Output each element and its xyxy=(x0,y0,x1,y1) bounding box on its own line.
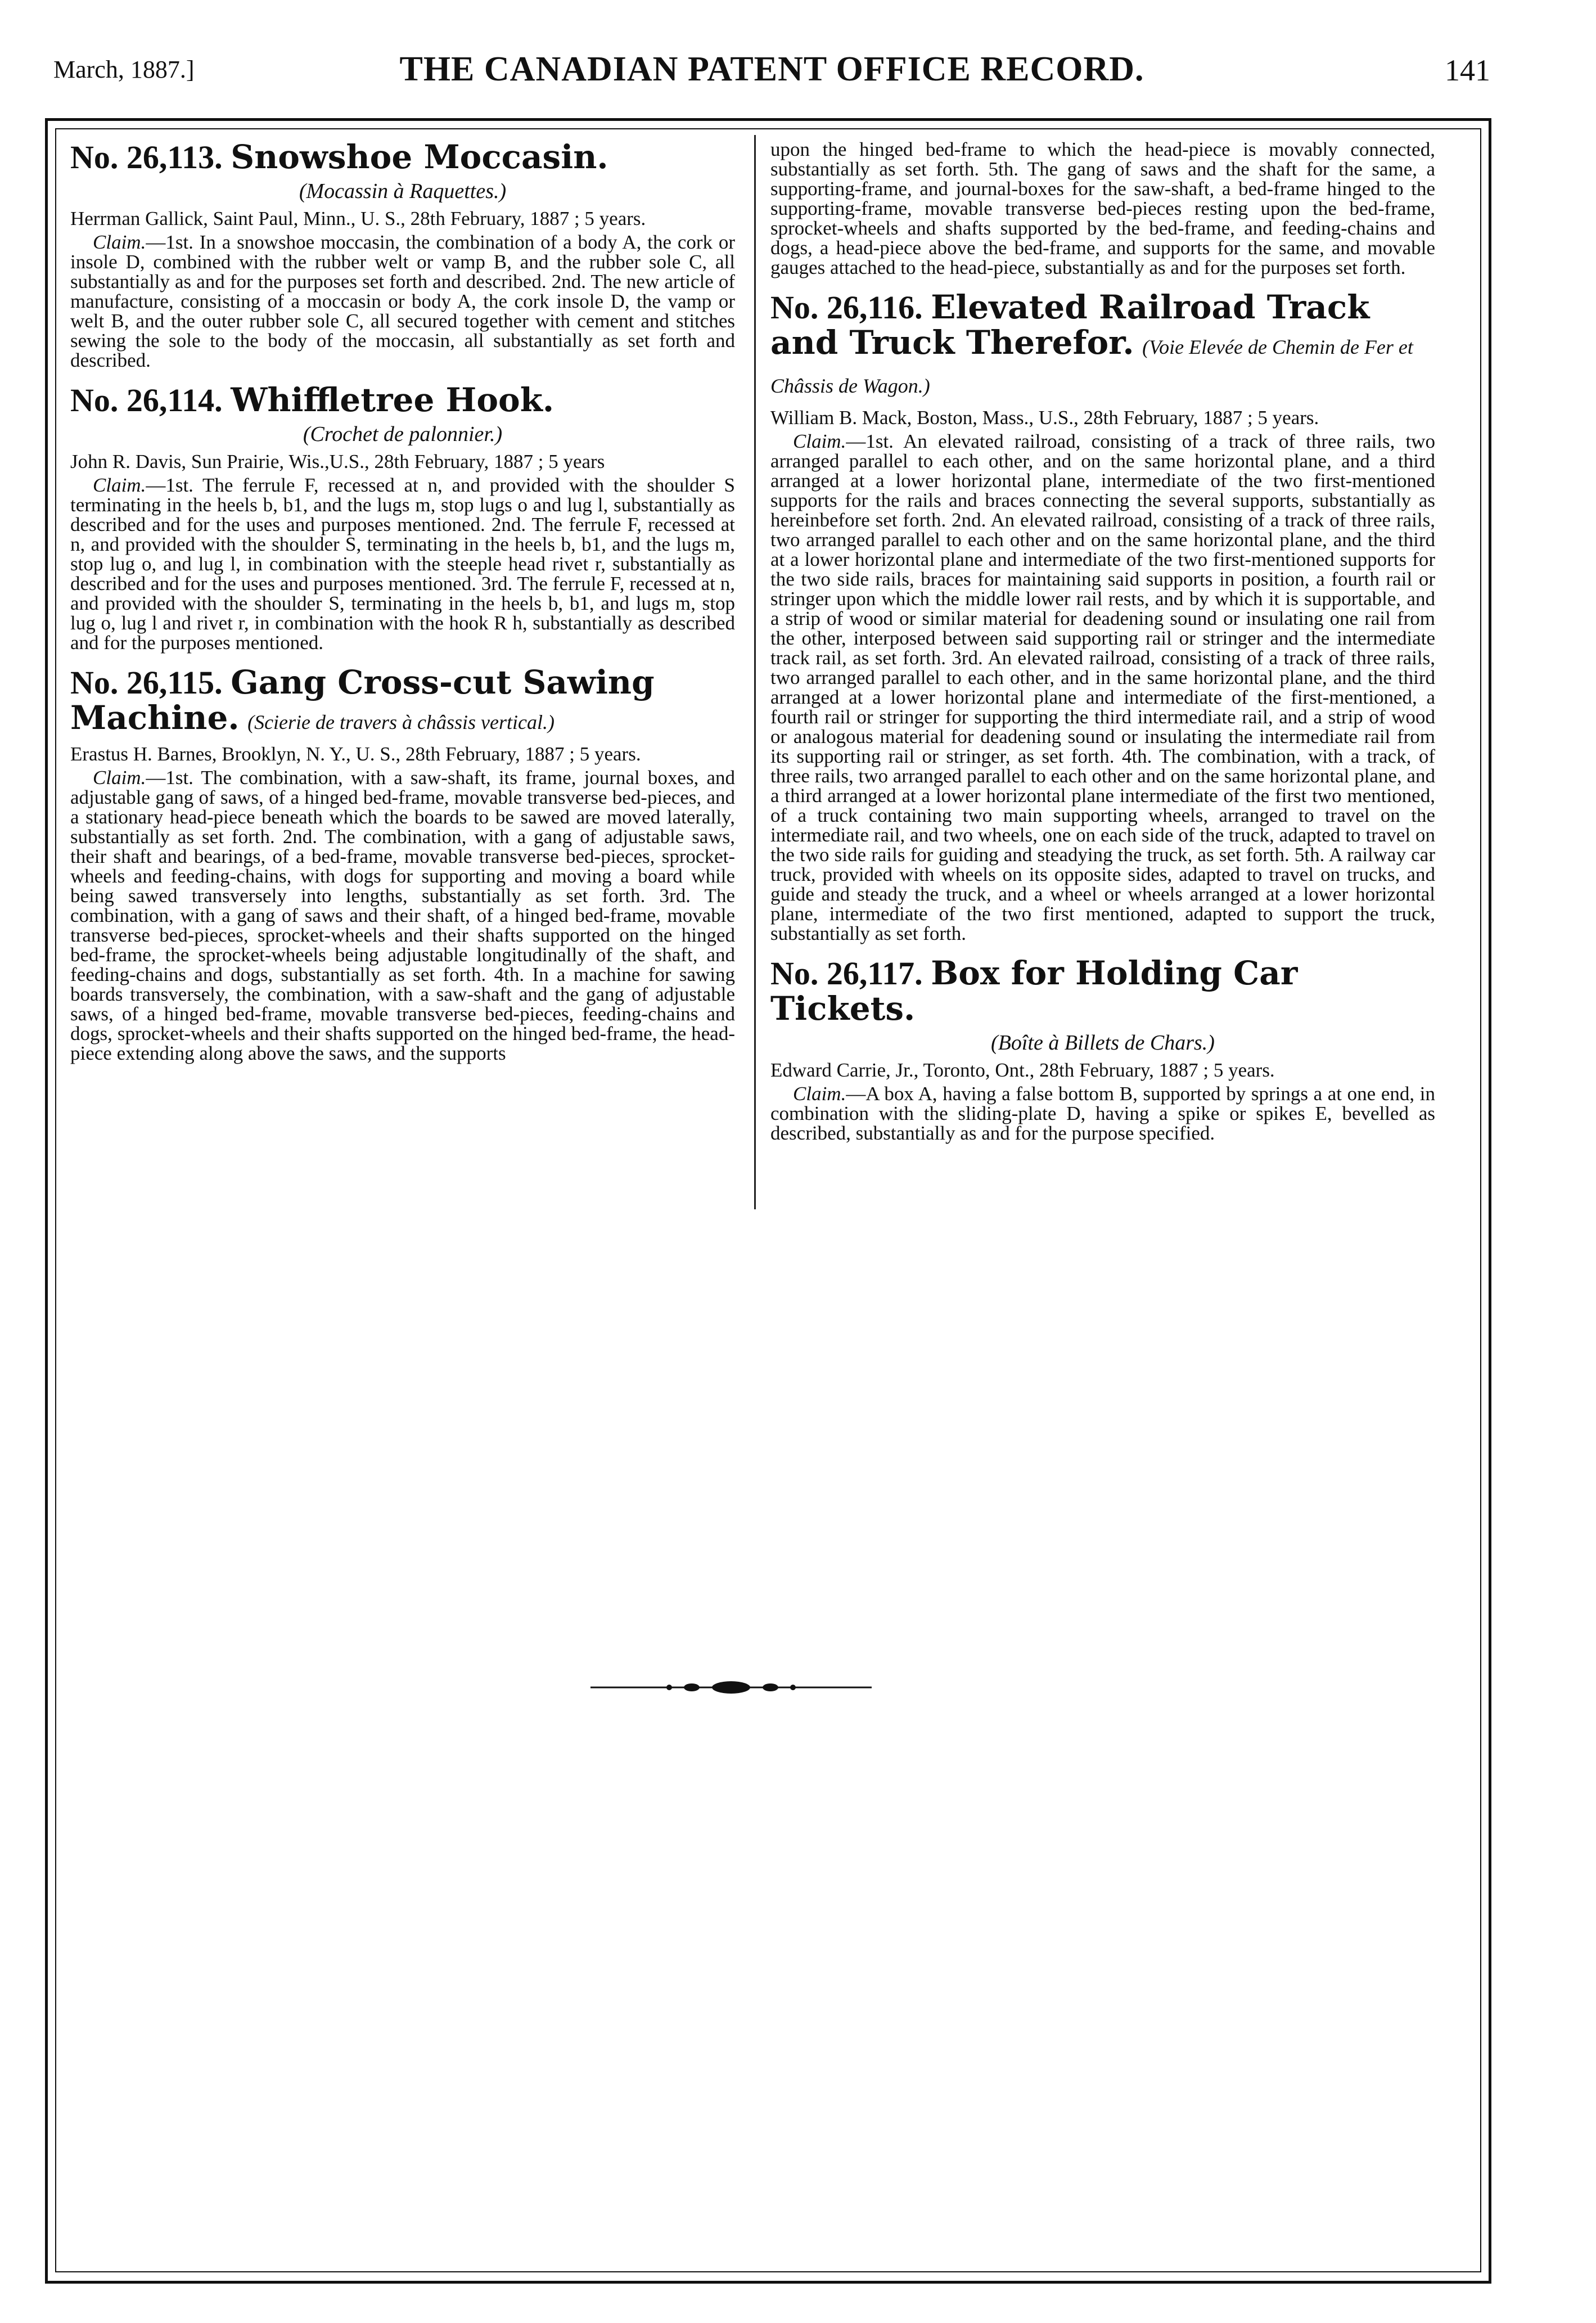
patent-title xyxy=(770,290,1435,403)
claim-text xyxy=(70,475,735,652)
patent-title xyxy=(70,665,735,740)
french-title: (Boîte à Billets de Chars.) xyxy=(991,1031,1215,1055)
patent-number: No. 26,114. xyxy=(70,382,223,418)
patent-name: Snowshoe Moccasin. xyxy=(231,138,608,176)
claim-text xyxy=(770,431,1435,943)
patent-entry xyxy=(70,382,735,652)
patent-name: Elevated Railroad Track and Truck Therefor. xyxy=(770,288,1370,362)
french-title: (Crochet de palonnier.) xyxy=(303,422,503,446)
publication-title: THE CANADIAN PATENT OFFICE RECORD. xyxy=(399,50,1144,88)
french-title: (Scierie de travers à châssis vertical.) xyxy=(247,711,554,733)
claim-label: Claim. xyxy=(793,430,846,452)
claim-label: Claim. xyxy=(93,231,146,253)
patent-title xyxy=(70,139,735,175)
patent-entry xyxy=(70,665,735,1063)
patent-title xyxy=(770,956,1435,1027)
issue-date: March, 1887.] xyxy=(53,56,195,83)
patent-number: No. 26,115. xyxy=(70,664,223,701)
patent-name: Whiffletree Hook. xyxy=(231,381,554,419)
inventor-line: Erastus H. Barnes, Brooklyn, N. Y., U. S., 28th February, 1887 ; 5 years. xyxy=(70,743,641,765)
claim-label: Claim. xyxy=(93,474,146,496)
french-title: (Mocassin à Raquettes.) xyxy=(299,179,507,203)
claim-body: —1st. The combination, with a saw-shaft, its frame, journal boxes, and adjustable gang of saws, of a hinged bed-frame, movable transverse bed-pieces, and a stationary head-piece beneath which the boards to be sawed are moved laterally, substantially as set forth. 2nd. The combination, with a gang of adjustable saws, their shaft and bearings, of a bed-frame, movable transverse bed-pieces, sprocket-wheels and feeding-chains, with dogs for supporting and moving a board while being sawed transversely into lengths, substantially as set forth. 3rd. The combination, with a gang of saws and their shaft, of a hinged bed-frame, movable transverse bed-pieces, sprocket-wheels and their shafts supported on the hinged bed-frame, the sprocket-wheels being adjustable longitudinally of the shaft, and feeding-chains and dogs, substantially as set forth. 4th. In a machine for sawing boards transversely, the combination, with a saw-shaft and the gang of adjustable saws, of a hinged bed-frame, movable transverse bed-pieces, feeding-chains and dogs, sprocket-wheels and their shafts supported on the hinged bed-frame, the head-piece extending along above the saws, and the supports xyxy=(70,767,735,1064)
claim-body: —A box A, having a false bottom B, supported by springs a at one end, in combination with the sliding-plate D, having a spike or spikes E, bevelled as described, substantially as and for the purpose specified. xyxy=(770,1083,1435,1144)
inventor-line: Herrman Gallick, Saint Paul, Minn., U. S., 28th February, 1887 ; 5 years. xyxy=(70,208,646,229)
page-number: 141 xyxy=(1445,53,1490,87)
patent-number: No. 26,117. xyxy=(770,955,923,992)
claim-text xyxy=(70,232,735,370)
patent-title xyxy=(70,382,735,418)
patent-name: Gang Cross-cut Sawing Machine. xyxy=(70,663,655,737)
claim-label: Claim. xyxy=(793,1083,846,1105)
patent-name: Box for Holding Car Tickets. xyxy=(770,954,1298,1028)
claim-text xyxy=(70,768,735,1063)
claim-body: —1st. The ferrule F, recessed at n, and provided with the shoulder S terminating in the heels b, b1, and the lugs m, stop lugs o and lug l, substantially as described and for the uses and purposes mentioned. 2nd. The ferrule F, recessed at n, and provided with the shoulder S, terminating in the heels b, b1, and the lugs m, stop lug o, and lug l, in combination with the steeple head rivet r, substantially as described and for the uses and purposes mentioned. 3rd. The ferrule F, recessed at n, and provided with the shoulder S, terminating in the heels b, b1, and lugs m, stop lug o, lug l and rivet r, in combination with the hook R h, substantially as described and for the purposes mentioned. xyxy=(70,474,735,654)
claim-body: —1st. In a snowshoe moccasin, the combination of a body A, the cork or insole D, combined with the rubber welt or vamp B, and the rubber sole C, all substantially as and for the purposes set forth and described. 2nd. The new article of manufacture, consisting of a moccasin or body A, the cork insole D, the vamp or welt B, and the outer rubber sole C, all secured together with cement and stitches sewing the sole to the body of the moccasin, all substantially as set forth and described. xyxy=(70,231,735,371)
french-title: (Voie Elevée de Chemin de Fer et Châssis de Wagon.) xyxy=(770,336,1413,397)
claim-body: —1st. An elevated railroad, consisting of a track of three rails, two arranged parallel to each other, and on the same horizontal plane, and a third arranged at a lower horizontal plane, intermediate of the two first-mentioned supports for the rails and braces connecting the several supports, substantially as hereinbefore set forth. 2nd. An elevated railroad, consisting of a track of three rails, two arranged parallel to each other and on the same horizontal plane, and the third at a lower horizontal plane and intermediate of the two first-mentioned supports for the two side rails, braces for maintaining said supports in position, a fourth rail or stringer upon which the middle lower rail rests, and by which it is supportable, and a strip of wood or similar material for deadening sound or insulating one rail from the other, interposed between said supporting rail or stringer and the intermediate track rail, as set forth. 3rd. An elevated railroad, consisting of a track of three rails, two arranged parallel to each other, and in the same horizontal plane, and the third arranged at a lower horizontal plane and intermediate of the first-mentioned, a fourth rail or stringer for supporting the third intermediate rail, and a strip of wood or analogous material for deadening sound or insulating the intermediate rail from its supporting rail or stringer, as set forth. 4th. The combination, with a track, of three rails, two arranged parallel to each other and on the same horizontal plane, and a third arranged at a lower horizontal plane intermediate of the first two mentioned, of a truck containing two main supporting wheels, arranged to travel on the intermediate rail, and two wheels, one on each side of the truck, adapted to travel on the two side rails for guiding and steadying the truck, as set forth. 5th. A railway car truck, provided with wheels on its opposite sides, adapted to travel on trucks, and guide and steady the truck, and a wheel or wheels arranged at a lower horizontal plane, intermediate of the two first mentioned, adapted to support the truck, substantially as set forth. xyxy=(770,430,1435,944)
claim-label: Claim. xyxy=(93,767,146,789)
claim-continuation: upon the hinged bed-frame to which the head-piece is movably connected, substantially as set forth. 5th. The gang of saws and the shaft for the same, a supporting-frame, and journal-boxes for the saw-shaft, a bed-frame hinged to the supporting-frame, movable transverse bed-pieces resting upon the bed-frame, sprocket-wheels and shafts supported by the bed-frame, and feeding-chains and dogs, a head-piece above the bed-frame, and supports for the same, and movable gauges attached to the head-piece, substantially as and for the purposes set forth. xyxy=(770,138,1435,278)
column-divider xyxy=(754,135,756,1209)
claim-text xyxy=(770,1084,1435,1143)
patent-number: No. 26,113. xyxy=(70,139,223,175)
inventor-line: William B. Mack, Boston, Mass., U.S., 28th February, 1887 ; 5 years. xyxy=(770,407,1319,429)
patent-entry xyxy=(770,956,1435,1143)
right-column xyxy=(770,139,1435,1155)
decorative-ornament-icon xyxy=(590,1679,872,1696)
inventor-line: John R. Davis, Sun Prairie, Wis.,U.S., 28th February, 1887 ; 5 years xyxy=(70,451,605,472)
page-header xyxy=(53,49,1490,94)
patent-entry xyxy=(770,290,1435,943)
patent-entry xyxy=(70,139,735,370)
patent-number: No. 26,116. xyxy=(770,289,923,326)
inventor-line: Edward Carrie, Jr., Toronto, Ont., 28th February, 1887 ; 5 years. xyxy=(770,1059,1275,1081)
left-column xyxy=(70,139,735,1075)
